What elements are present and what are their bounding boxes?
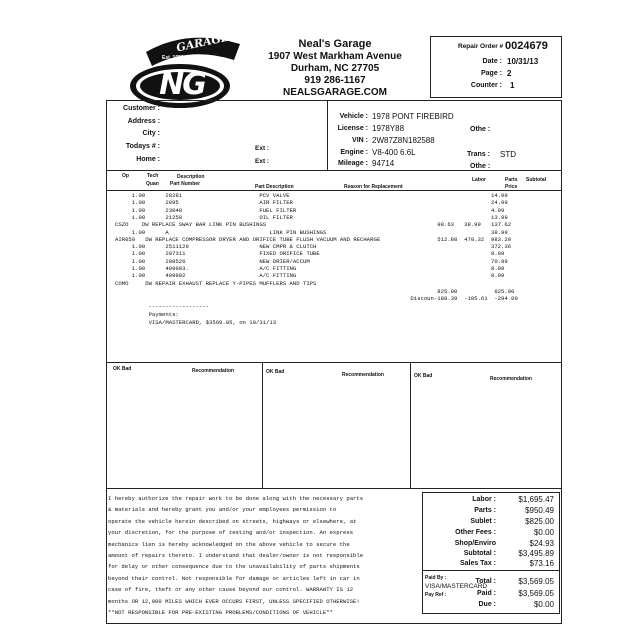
line-item: COMO DW REPAIR EXHAUST REPLACE Y-PIPES MUFFLERS AND TIPS (115, 279, 317, 287)
shop-phone: 919 286-1167 (304, 75, 366, 86)
customer-label: Customer : (123, 105, 160, 112)
trans-value: STD (500, 150, 516, 159)
disclaimer-line: for delay or other consequence due to the unavailability of parts shipments (108, 563, 360, 571)
logo-initials: NG (159, 67, 205, 102)
logo-banner-text: GARAGE (175, 30, 231, 55)
disclaimer-line: mechanics lien is hereby acknowledged on the above vehicle to secure the (108, 540, 350, 548)
line-item: 825.00 825.00 (115, 288, 515, 295)
logo-est-text: Est. 1950 (162, 55, 184, 61)
col-parts: Parts (505, 177, 518, 183)
line-item: 1.00 A LINK PIN BUSHINGS 38.99 (115, 228, 508, 236)
mileage-value: 94714 (372, 159, 395, 168)
col-part-number: Part Number (170, 181, 201, 187)
recommend-bottom-rule (106, 488, 562, 489)
vehicle-label: Vehicle : (339, 113, 368, 120)
sales-tax-label: Sales Tax : (459, 560, 496, 567)
order-counter-label: Counter : (470, 82, 502, 89)
line-item: AIR050 DW REPLACE COMPRESSOR DRYER AND ORIFICE TUBE FLUSH VACUUM AND RECHARGE 512.88 470.32 983.20 (115, 235, 512, 243)
col-quan: Quan (146, 181, 159, 187)
todays-label: Todays # : (125, 143, 160, 150)
line-item: 1.00 28281 PCV VALVE 14.99 (115, 192, 508, 199)
shop-website: NEALSGARAGE.COM (283, 87, 387, 98)
trans-label: Trans : (467, 151, 490, 158)
line-item: 1.00 409903. A/C FITTING 8.99 (115, 265, 505, 272)
mileage-label: Mileage : (338, 160, 368, 167)
other-label-2: Othe : (470, 163, 491, 170)
line-item: Discoun-188.39 -105.61 -294.00 (115, 295, 518, 302)
disclaimer-line: beyond their control. Not responsible for damage or articles left in car in (108, 574, 360, 582)
shop-address-line2: Durham, NC 27705 (290, 63, 380, 74)
line-item: Payments: (115, 311, 179, 318)
engine-label: Engine : (340, 149, 368, 156)
engine-value: V8-400 6.6L (372, 148, 416, 157)
authorization-disclaimer (108, 493, 423, 618)
col-subtotal: Subtotal (526, 177, 546, 183)
license-value: 1978Y88 (372, 124, 405, 133)
line-item: 1.00 207311 FIXED ORIFICE TUBE 8.99 (115, 250, 505, 258)
recommend-ok-bad-3: OK Bad (414, 373, 433, 379)
order-date-label: Date : (482, 58, 502, 65)
line-item: 1.00 208526 NEW DRIER/ACCUM 70.99 (115, 257, 508, 265)
recommend-header-1: Recommendation (192, 368, 234, 374)
order-page-label: Page : (480, 70, 502, 77)
other-label-1: Othe : (470, 126, 491, 133)
recommend-ok-bad-2: OK Bad (266, 369, 285, 375)
due-label: Due : (478, 601, 496, 608)
col-part-description: Part Description (255, 184, 294, 190)
grand-total-label: Total : (475, 578, 496, 585)
sublet-total: $825.00 (525, 517, 554, 526)
line-item: 1.00 2511129 NEW CMPR & CLUTCH 372.36 (115, 243, 512, 251)
address-label: Address : (127, 118, 160, 125)
disclaimer-line: & materials and hereby grant you and/or your employees permission to (108, 506, 337, 514)
ext-label-2: Ext : (255, 158, 270, 165)
col-labor: Labor (472, 177, 486, 183)
paid-label: Paid : (476, 590, 496, 597)
repair-order-label: Repair Order # (458, 43, 504, 50)
recommend-top-rule (106, 362, 562, 363)
line-item: CSZO DW REPLACE SWAY BAR LINK PIN BUSHINGS 98.63 38.99 137.62 (115, 221, 512, 229)
disclaimer-line: months OR 12,000 MILES WHICH EVER OCCURS FIRST, UNLESS SPECIFIED OTHERWISE! (108, 597, 360, 605)
line-item: VISA/MASTERCARD, $3569.05, on 10/31/13 (115, 319, 277, 326)
city-label: City : (142, 130, 160, 137)
col-description: Description (177, 174, 205, 180)
shop-address-line1: 1907 West Markham Avenue (268, 51, 402, 62)
home-label: Home : (136, 156, 160, 163)
order-page: 2 (507, 69, 512, 78)
shop-enviro-label: Shop/Enviro (454, 540, 496, 547)
recommend-header-2: Recommendation (342, 372, 384, 378)
license-label: License : (337, 125, 368, 132)
line-item: 1.00 21258 OIL FILTER 13.99 (115, 213, 508, 221)
due-total: $0.00 (533, 600, 554, 609)
repair-order-number: 0024679 (505, 40, 548, 52)
vin-label: VIN : (352, 137, 368, 144)
recommend-header-3: Recommendation (490, 376, 532, 382)
totals-divider (422, 570, 560, 571)
disclaimer-line: case of fire, theft or any other cause beyond our control. WARRANTY IS 12 (108, 586, 354, 594)
disclaimer-line: I hereby authorize the repair work to be done along with the necessary parts (108, 495, 364, 502)
line-item: 1.00 2095 AIR FILTER 24.99 (115, 199, 508, 207)
sublet-total-label: Sublet : (470, 518, 496, 525)
parts-total: $950.49 (525, 506, 554, 515)
shop-enviro-total: $24.93 (529, 539, 554, 548)
sales-tax-total: $73.16 (529, 559, 554, 568)
line-item: ------------------ (115, 303, 209, 310)
col-price: Price (505, 184, 518, 190)
shop-name: Neal's Garage (298, 38, 372, 50)
recommend-divider-2 (410, 362, 411, 488)
column-header-bottom-rule (106, 190, 562, 191)
grand-total: $3,569.05 (518, 577, 554, 586)
paid-total: $3,569.05 (518, 589, 554, 598)
labor-total-label: Labor : (472, 496, 496, 503)
order-date: 10/31/13 (507, 57, 539, 66)
line-item: 1.00 23048 FUEL FILTER 4.99 (115, 206, 505, 214)
disclaimer-line: **NOT RESPONSIBLE FOR PRE-EXISTING PROBLEMS/CONDITIONS OF VEHICLE** (108, 609, 333, 617)
disclaimer-line: operate the vehicle herein described on streets, highways or elsewhere, at (108, 517, 357, 525)
vin-value: 2W87Z8N182588 (372, 136, 435, 145)
col-tech: Tech (147, 173, 159, 179)
subtotal-label: Subtotal : (463, 550, 496, 557)
col-reason: Reason for Replacement (344, 184, 403, 190)
paid-by-value: VISA/MASTERCARD (425, 583, 488, 590)
ext-label-1: Ext : (255, 145, 270, 152)
disclaimer-line: amount of repairs thereto. I understand that dealer/owner is not responsible (108, 552, 364, 560)
disclaimer-line: your discretion, for the purpose of testing and/or inspection. An express (108, 529, 354, 537)
column-header-top-rule (106, 170, 562, 171)
subtotal-total: $3,495.89 (518, 549, 554, 558)
recommend-ok-bad-1: OK Bad (113, 366, 132, 372)
other-fees-label: Other Fees : (455, 529, 496, 536)
recommend-divider-1 (262, 362, 263, 488)
order-counter: 1 (510, 81, 515, 90)
pay-ref-label: Pay Ref : (425, 592, 447, 598)
other-fees-total: $0.00 (533, 528, 554, 537)
shop-header (250, 38, 420, 99)
line-item: 1.00 409902 A/C FITTING 8.99 (115, 272, 505, 280)
labor-total: $1,695.47 (518, 495, 554, 504)
shop-logo (128, 30, 243, 110)
col-op: Op (122, 173, 129, 179)
vehicle-value: 1978 PONT FIREBIRD (372, 112, 454, 121)
paid-by-label: Paid By : (425, 575, 447, 581)
parts-total-label: Parts : (474, 507, 496, 514)
